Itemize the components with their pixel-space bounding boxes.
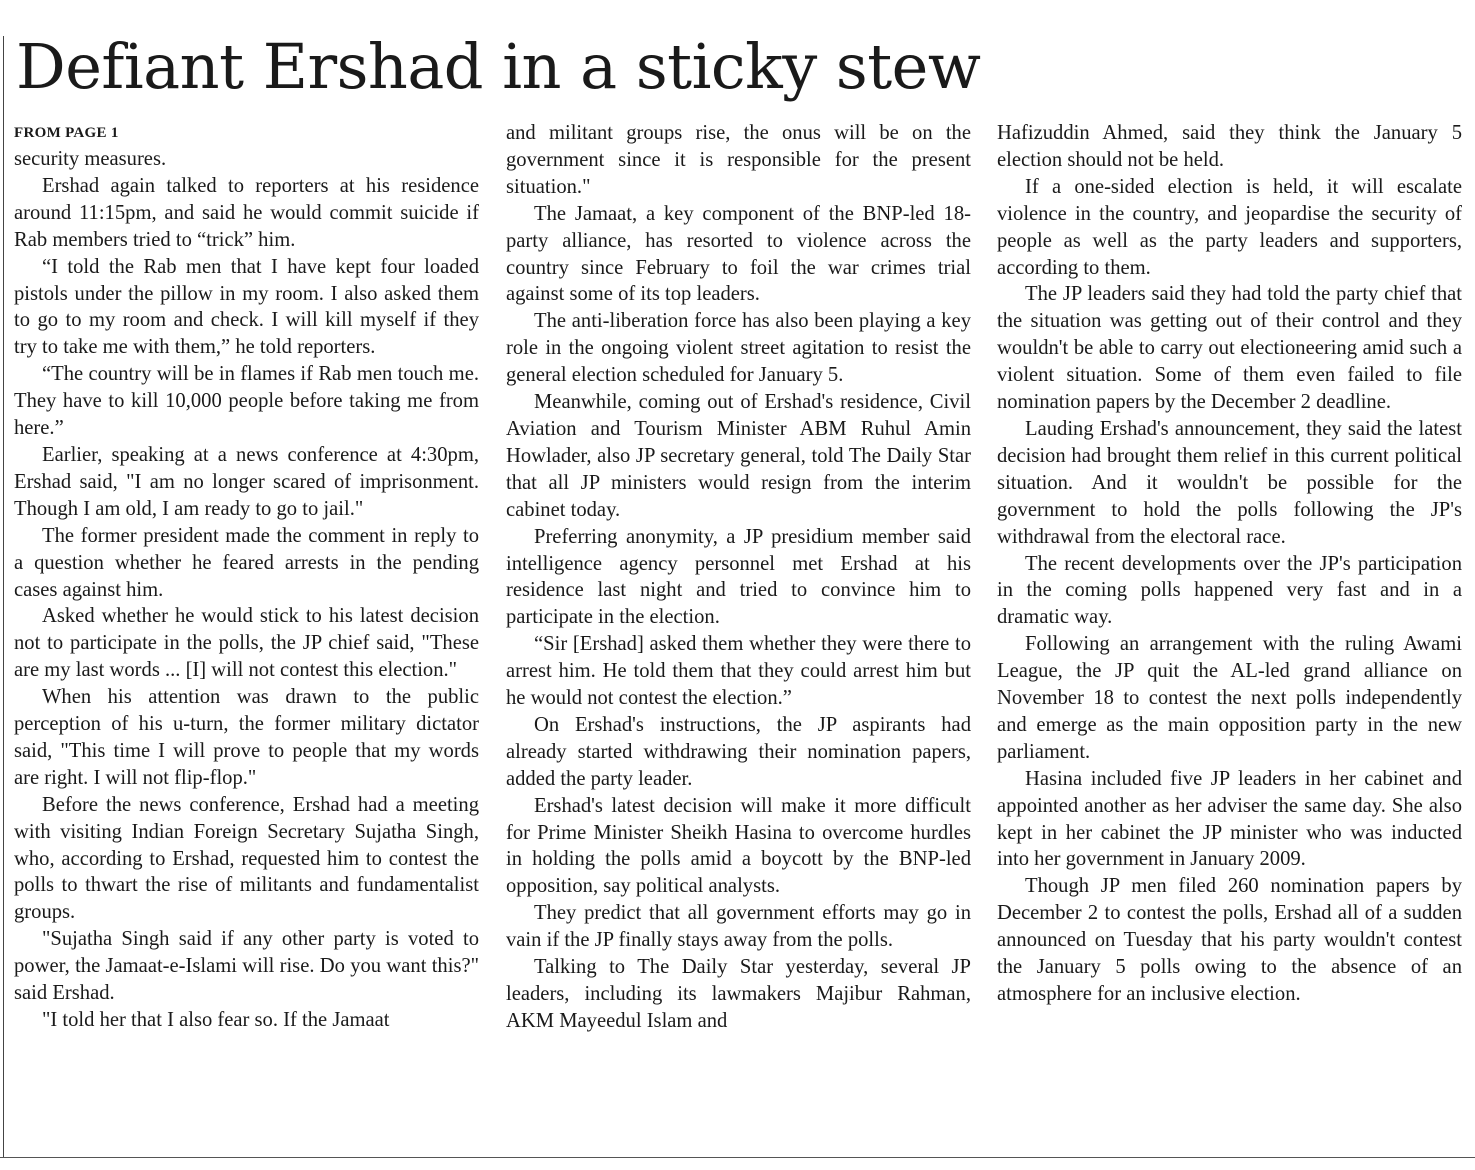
paragraph: Talking to The Daily Star yesterday, several JP leaders, including its lawmakers Majibur Rahman, AKM Mayeedul Islam and	[506, 956, 971, 1032]
paragraph: Hasina included five JP leaders in her cabinet and appointed another as her adviser the same day. She also kept in her cabinet the JP minister who was inducted into her government in January 2009.	[997, 767, 1462, 871]
paragraph: Asked whether he would stick to his latest decision not to participate in the polls, the JP chief said, "These are my last words ... [I] will not contest this election."	[14, 605, 479, 682]
paragraph: The former president made the comment in reply to a question whether he feared arrests in the pending cases against him.	[14, 524, 479, 601]
paragraph: Preferring anonymity, a JP presidium member said intelligence agency personnel met Ershad at his residence last night and tried to convince him to participate in the election.	[506, 525, 971, 629]
article-column-1	[14, 120, 479, 1034]
from-page-kicker: FROM PAGE 1	[14, 125, 119, 141]
paragraph: The Jamaat, a key component of the BNP-led 18-party alliance, has resorted to violence across the country since February to foil the war crimes trial against some of its top leaders.	[506, 202, 971, 306]
paragraph: If a one-sided election is held, it will escalate violence in the country, and jeopardise the security of people as well as the party leaders and supporters, according to them.	[997, 175, 1462, 279]
paragraph: Hafizuddin Ahmed, said they think the January 5 election should not be held.	[997, 122, 1462, 171]
bottom-rule	[0, 1157, 1475, 1158]
paragraph: “I told the Rab men that I have kept four loaded pistols under the pillow in my room. I also asked them to go to my room and check. I will kill myself if they try to take me with them,” he told reporters.	[14, 255, 479, 359]
paragraph: Lauding Ershad's announcement, they said the latest decision had brought them relief in this current political situation. And it wouldn't be possible for the government to hold the polls following the JP's withdrawal from the electoral race.	[997, 417, 1462, 548]
paragraph: Following an arrangement with the ruling Awami League, the JP quit the AL-led grand alliance on November 18 to contest the next polls independently and emerge as the main opposition party in the new parliament.	[997, 633, 1462, 763]
paragraph: Before the news conference, Ershad had a meeting with visiting Indian Foreign Secretary Sujatha Singh, who, according to Ershad, requested him to contest the polls to thwart the rise of militants and fundamentalist groups.	[14, 793, 479, 924]
paragraph: security measures.	[14, 148, 167, 170]
headline: Defiant Ershad in a sticky stew	[16, 30, 981, 103]
paragraph: Earlier, speaking at a news conference at 4:30pm, Ershad said, "I am no longer scared of imprisonment. Though I am old, I am ready to go to jail."	[14, 443, 479, 520]
paragraph: Ershad again talked to reporters at his residence around 11:15pm, and said he would commit suicide if Rab members tried to “trick” him.	[14, 174, 479, 251]
article-column-2	[506, 120, 971, 1035]
paragraph: The anti-liberation force has also been playing a key role in the ongoing violent street agitation to resist the general election scheduled for January 5.	[506, 310, 971, 387]
paragraph: When his attention was drawn to the public perception of his u-turn, the former military dictator said, "This time I will prove to people that my words are right. I will not flip-flop."	[14, 686, 479, 789]
paragraph: "I told her that I also fear so. If the Jamaat	[42, 1009, 390, 1031]
paragraph: “Sir [Ershad] asked them whether they were there to arrest him. He told them that they could arrest him but he would not contest the election.”	[506, 633, 971, 710]
paragraph: The JP leaders said they had told the party chief that the situation was getting out of their control and they wouldn't be able to carry out electioneering amid such a violent situation. Some of them even failed to file nomination papers by the December 2 deadline.	[997, 283, 1462, 414]
paragraph: and militant groups rise, the onus will be on the government since it is responsible for the present situation."	[506, 122, 971, 198]
article-column-3	[997, 120, 1462, 1008]
paragraph: They predict that all government efforts may go in vain if the JP finally stays away from the polls.	[506, 902, 971, 952]
paragraph: “The country will be in flames if Rab men touch me. They have to kill 10,000 people before taking me from here.”	[14, 363, 479, 440]
paragraph: On Ershad's instructions, the JP aspirants had already started withdrawing their nomination papers, added the party leader.	[506, 713, 971, 790]
paragraph: Meanwhile, coming out of Ershad's residence, Civil Aviation and Tourism Minister ABM Ruhul Amin Howlader, also JP secretary general, told The Daily Star that all JP ministers would resign from the interim cabinet today.	[506, 391, 971, 521]
paragraph: Ershad's latest decision will make it more difficult for Prime Minister Sheikh Hasina to overcome hurdles in holding the polls amid a boycott by the BNP-led opposition, say political analysts.	[506, 794, 971, 898]
paragraph: Though JP men filed 260 nomination papers by December 2 to contest the polls, Ershad all of a sudden announced on Tuesday that his party wouldn't contest the January 5 polls owing to the absence of an atmosphere for an inclusive election.	[997, 875, 1462, 1005]
paragraph: The recent developments over the JP's participation in the coming polls happened very fast and in a dramatic way.	[997, 552, 1462, 629]
left-column-rule	[3, 36, 4, 1158]
paragraph: "Sujatha Singh said if any other party is voted to power, the Jamaat-e-Islami will rise. Do you want this?" said Ershad.	[14, 928, 479, 1005]
